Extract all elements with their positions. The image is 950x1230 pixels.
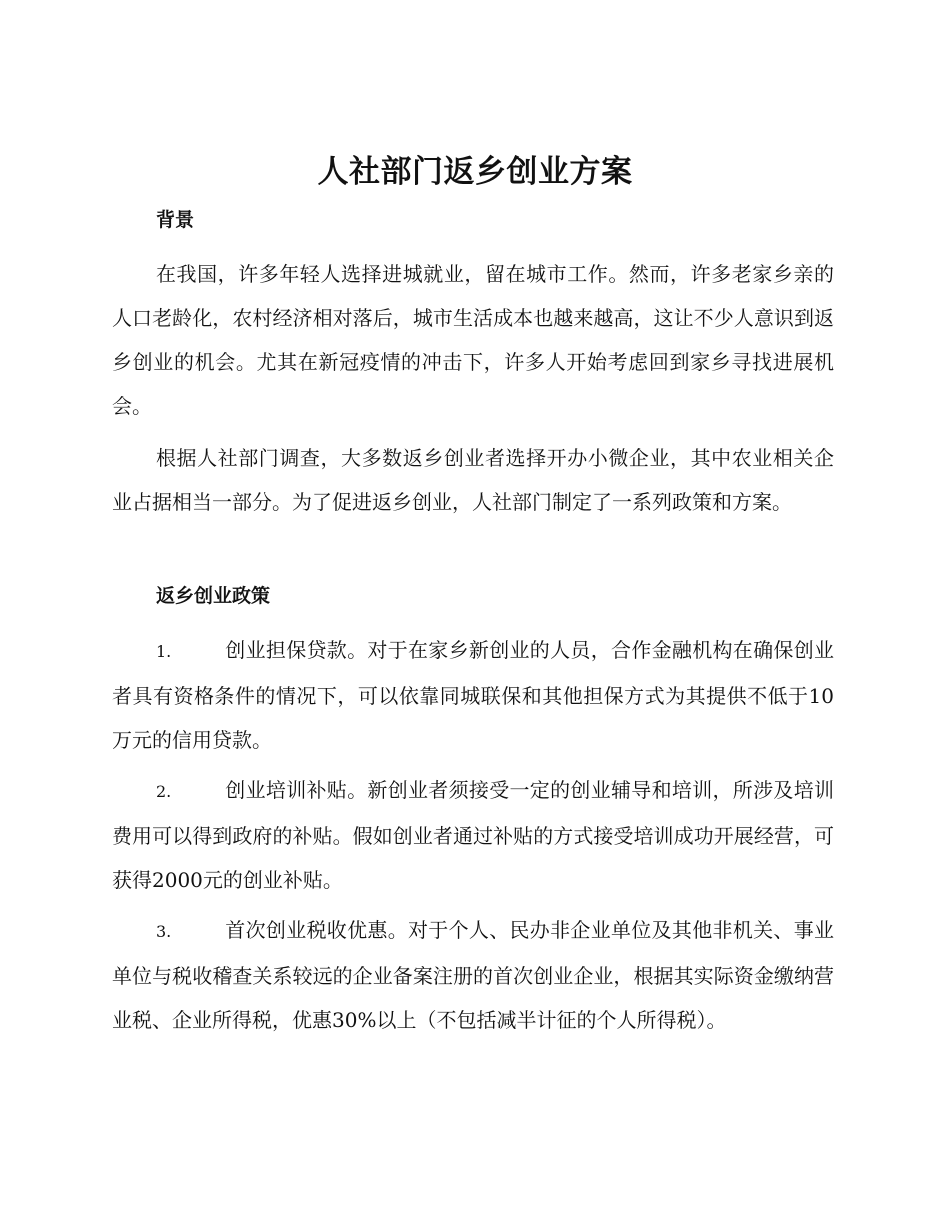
policy-item-number: 3. [156, 922, 172, 941]
policy-item-number: 1. [156, 642, 172, 661]
background-paragraph-2: 根据人社部门调查，大多数返乡创业者选择开办小微企业，其中农业相关企业占据相当一部分。为了促进返乡创业，人社部门制定了一系列政策和方案。 [112, 446, 834, 514]
policy-item-text: 创业培训补贴。新创业者须接受一定的创业辅导和培训，所涉及培训费用可以得到政府的补贴。假如创业者通过补贴的方式接受培训成功开展经营，可获得2000元的创业补贴。 [112, 778, 834, 892]
section-heading-policy: 返乡创业政策 [156, 585, 271, 607]
policy-item-text: 创业担保贷款。对于在家乡新创业的人员，合作金融机构在确保创业者具有资格条件的情况下，可以依靠同城联保和其他担保方式为其提供不低于10万元的信用贷款。 [112, 638, 834, 752]
document-title: 人社部门返乡创业方案 [317, 154, 633, 190]
background-paragraph-1: 在我国，许多年轻人选择进城就业，留在城市工作。然而，许多老家乡亲的人口老龄化，农村经济相对落后，城市生活成本也越来越高，这让不少人意识到返乡创业的机会。尤其在新冠疫情的冲击下，许多人开始考虑回到家乡寻找进展机会。 [112, 262, 834, 418]
policy-item-text: 首次创业税收优惠。对于个人、民办非企业单位及其他非机关、事业单位与税收稽查关系较远的企业备案注册的首次创业企业，根据其实际资金缴纳营业税、企业所得税，优惠30%以上（不包括减半计征的个人所得税）。 [112, 918, 834, 1032]
policy-item-3 [112, 908, 834, 1042]
policy-item-number: 2. [156, 782, 172, 801]
policy-item-2 [112, 768, 834, 902]
policy-item-1 [112, 628, 834, 762]
section-heading-background: 背景 [156, 209, 195, 231]
